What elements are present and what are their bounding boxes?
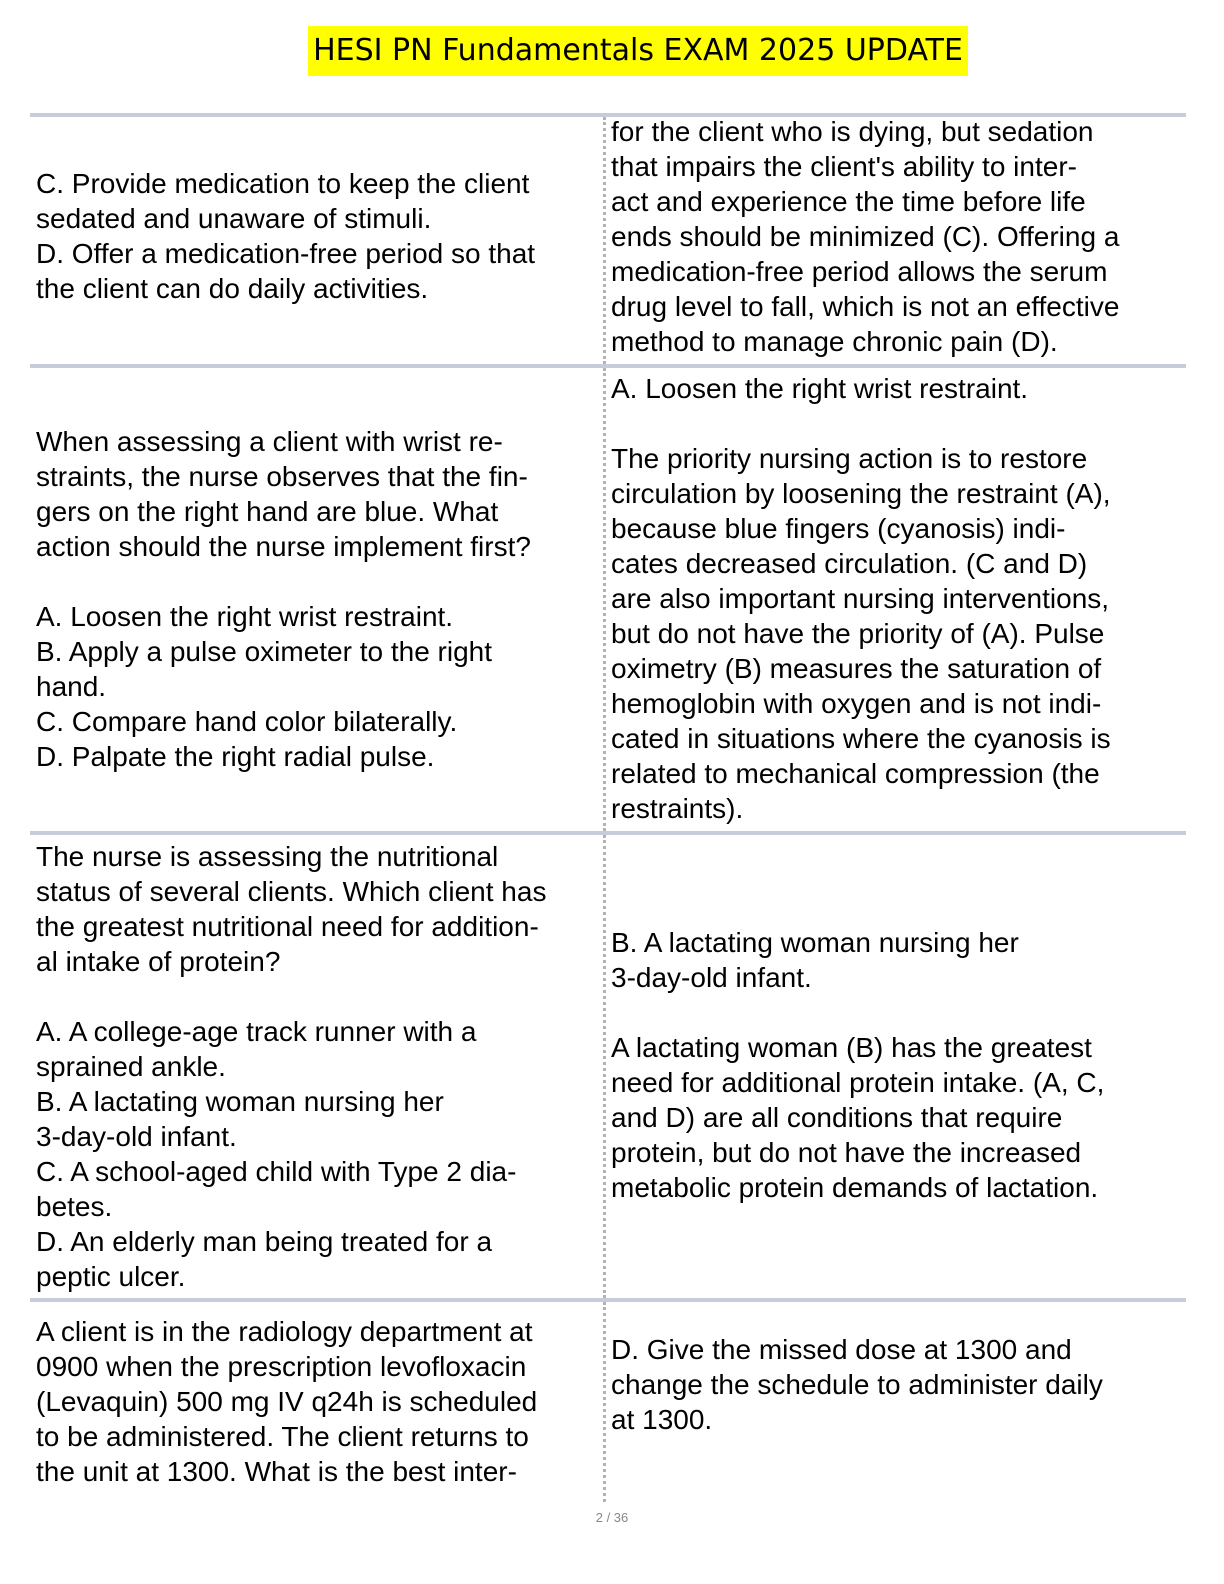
row-divider [30, 364, 1186, 368]
card-2-question: When assessing a client with wrist re- straints, the nurse observes that the fin- gers on the right hand are blue. What action should the nurse implement first? A. Loosen the right wrist restraint. B. Apply a pulse oximeter to the right hand. C. Compare hand color bilaterally. D. Palpate the right radial pulse. [36, 426, 531, 772]
page-title: HESI PN Fundamentals EXAM 2025 UPDATE [308, 26, 968, 76]
page-number: 2 / 36 [595, 1510, 629, 1525]
card-3-answer: B. A lactating woman nursing her 3-day-old infant. A lactating woman (B) has the greatest need for additional protein intake. (A, C, and D) are all conditions that require protein, but do not have the increased metabolic protein demands of lactation. [611, 927, 1105, 1203]
column-divider [603, 117, 606, 364]
card-1-answer: for the client who is dying, but sedation that impairs the client's ability to inter- act and experience the time before life ends should be minimized (C). Offering a medication-free period allows the serum drug level to fall, which is not an effective method to manage chronic pain (D). [611, 116, 1120, 357]
row-divider [30, 1298, 1186, 1302]
card-4-question: A client is in the radiology department at 0900 when the prescription levofloxacin (Levaquin) 500 mg IV q24h is scheduled to be administered. The client returns to the unit at 1300. What is the best inter- [36, 1316, 538, 1487]
card-1-question: C. Provide medication to keep the client sedated and unaware of stimuli. D. Offer a medication-free period so that the client can do daily activities. [36, 168, 536, 304]
card-4-answer: D. Give the missed dose at 1300 and change the schedule to administer daily at 1300. [611, 1334, 1103, 1435]
column-divider [603, 835, 606, 1298]
row-divider [30, 831, 1186, 835]
card-3-question: The nurse is assessing the nutritional status of several clients. Which client has the greatest nutritional need for addition- al intake of protein? A. A college-age track runner with a sprained ankle. B. A lactating woman nursing her 3-day-old infant. C. A school-aged child with Type 2 dia- betes. D. An elderly man being treated for a peptic ulcer. [36, 841, 547, 1292]
card-2-answer: A. Loosen the right wrist restraint. The priority nursing action is to restore circulation by loosening the restraint (A), because blue fingers (cyanosis) indi- cates decreased circulation. (C and D) are also important nursing interventions, but do not have the priority of (A). Pulse oximetry (B) measures the saturation of hemoglobin with oxygen and is not indi- cated in situations where the cyanosis is related to mechanical compression (the restraints). [611, 373, 1111, 824]
column-divider [603, 368, 606, 831]
column-divider [603, 1302, 606, 1502]
